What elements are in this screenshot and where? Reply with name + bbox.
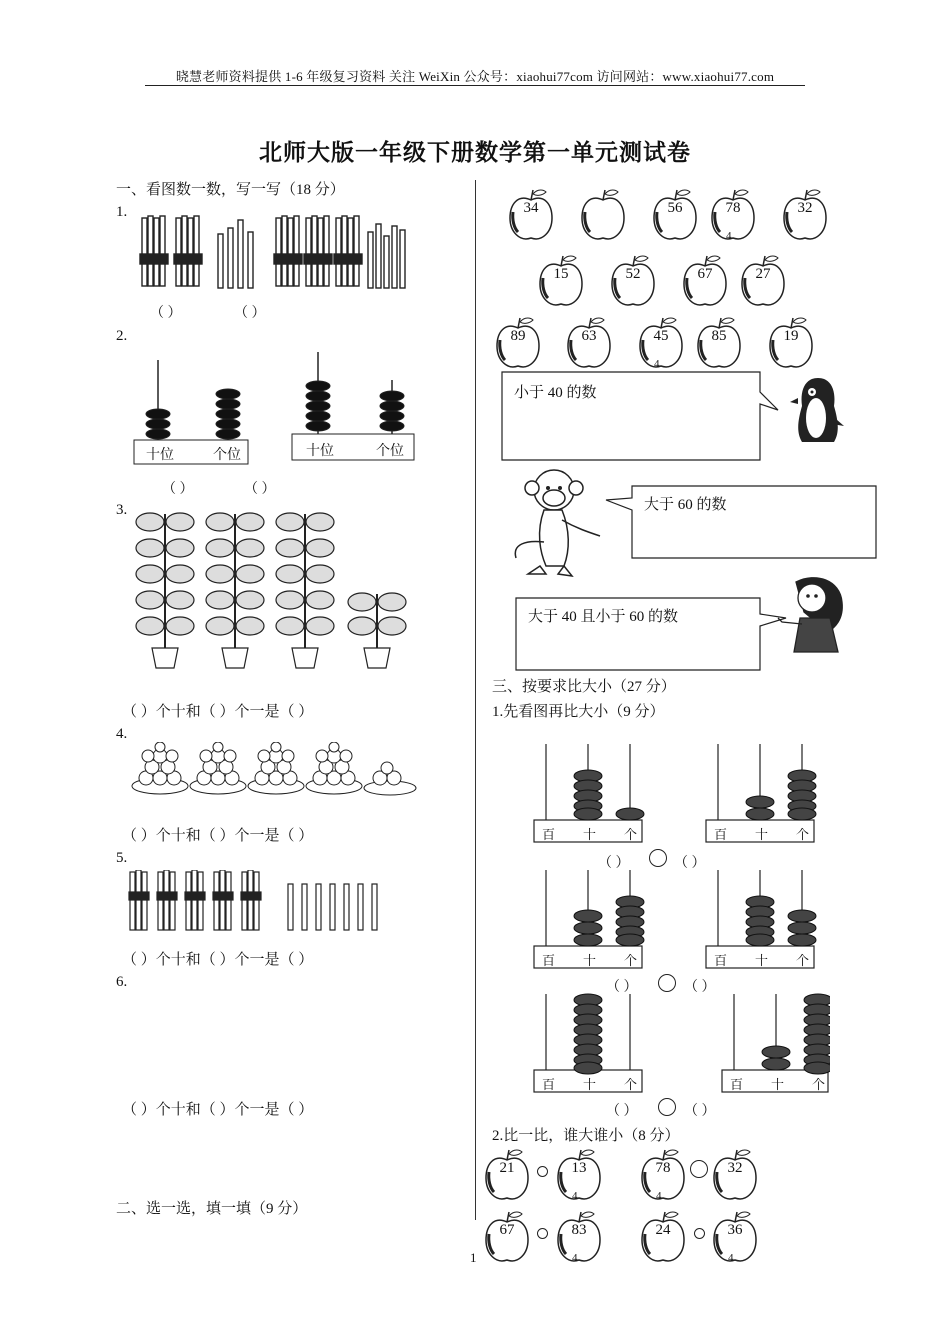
stick-bundle bbox=[185, 870, 205, 930]
section1-heading: 一、看图数一数，写一写（18 分） bbox=[116, 182, 345, 198]
q1-number: 1. bbox=[116, 204, 128, 220]
potted-plants-illustration bbox=[130, 510, 420, 672]
abacus-label-tens: 十位 bbox=[306, 444, 334, 459]
apple-number: 78 bbox=[725, 200, 741, 216]
compare-blank-right[interactable]: （ ） bbox=[674, 856, 706, 871]
label-ones: 个 bbox=[812, 1077, 826, 1092]
apple-number-card[interactable] bbox=[740, 252, 786, 310]
apple-number-card[interactable] bbox=[508, 186, 554, 244]
label-tens: 十 bbox=[583, 953, 597, 968]
q2-number: 2. bbox=[116, 328, 128, 344]
label-hundreds: 百 bbox=[542, 827, 556, 842]
apple-plate-few bbox=[364, 762, 416, 795]
plant-few-leaves bbox=[348, 593, 406, 668]
q3-number: 3. bbox=[116, 502, 128, 518]
stick-bundle bbox=[140, 216, 168, 286]
apple-number: 63 bbox=[581, 328, 597, 344]
q5-fill-sentence[interactable]: （ ）个十和（ ）个一是（ ） bbox=[122, 952, 314, 968]
label-ones: 个 bbox=[624, 1077, 638, 1092]
apple-plates-illustration bbox=[130, 742, 420, 802]
stick-bundle bbox=[129, 870, 149, 930]
compare-blank-right[interactable]: （ ） bbox=[684, 980, 716, 995]
apple-number: 36 bbox=[727, 1222, 743, 1238]
section2-heading: 二、选一选，填一填（9 分） bbox=[116, 1201, 308, 1217]
label-tens: 十 bbox=[771, 1077, 785, 1092]
apple-number: 45 bbox=[653, 328, 669, 344]
label-tens: 十 bbox=[583, 1077, 597, 1092]
compare-circle[interactable] bbox=[658, 974, 676, 992]
stick-bundle bbox=[274, 216, 302, 286]
apple-number-card[interactable] bbox=[712, 1208, 758, 1266]
apple-number-card[interactable] bbox=[484, 1146, 530, 1204]
monkey-illustration bbox=[506, 462, 606, 580]
penguin-illustration bbox=[788, 372, 848, 448]
compare-circle[interactable] bbox=[537, 1228, 548, 1239]
apple-number: 32 bbox=[727, 1160, 743, 1176]
stick-bundles-illustration bbox=[128, 870, 398, 932]
apple-number-card[interactable] bbox=[538, 252, 584, 310]
apple-number: 67 bbox=[697, 266, 713, 282]
label-tens: 十 bbox=[755, 953, 769, 968]
apple-number-card[interactable] bbox=[710, 186, 756, 244]
label-ones: 个 bbox=[796, 827, 810, 842]
compare-circle[interactable] bbox=[694, 1228, 705, 1239]
q4-fill-sentence[interactable]: （ ）个十和（ ）个一是（ ） bbox=[122, 828, 314, 844]
stick-bundle bbox=[304, 216, 332, 286]
apple-number: 15 bbox=[553, 266, 569, 282]
header-rule bbox=[145, 85, 805, 86]
apple-number-card[interactable] bbox=[782, 186, 828, 244]
apple-number: 32 bbox=[797, 200, 813, 216]
label-hundreds: 百 bbox=[542, 953, 556, 968]
label-ones: 个 bbox=[796, 953, 810, 968]
column-divider bbox=[475, 180, 476, 1220]
apple-plate-ten bbox=[190, 742, 246, 794]
apple-number-card[interactable] bbox=[495, 314, 541, 372]
bubble-between-40-and-60[interactable]: 大于 40 且小于 60 的数 bbox=[528, 609, 679, 625]
label-hundreds: 百 bbox=[714, 827, 728, 842]
stick-bundle bbox=[174, 216, 202, 286]
compare-circle[interactable] bbox=[537, 1166, 548, 1177]
q1-blank-2[interactable]: （ ） bbox=[234, 306, 266, 321]
apple-number-card[interactable] bbox=[580, 186, 626, 244]
compare-blank-left[interactable]: （ ） bbox=[598, 856, 630, 871]
abacus-label-ones: 个位 bbox=[213, 448, 241, 463]
compare-q2-title: 2.比一比，谁大谁小（8 分） bbox=[492, 1128, 680, 1144]
apple-number: 78 bbox=[655, 1160, 671, 1176]
plant-ten-leaves bbox=[206, 513, 264, 668]
section3-heading: 三、按要求比大小（27 分） bbox=[492, 679, 676, 695]
compare-circle[interactable] bbox=[658, 1098, 676, 1116]
compare-blank-right[interactable]: （ ） bbox=[684, 1104, 716, 1119]
compare-circle[interactable] bbox=[690, 1160, 708, 1178]
apple-number-card[interactable] bbox=[638, 314, 684, 372]
plant-ten-leaves bbox=[136, 513, 194, 668]
apple-number-card[interactable] bbox=[566, 314, 612, 372]
apple-number: 83 bbox=[571, 1222, 587, 1238]
apple-subscript: 4 bbox=[728, 1252, 734, 1264]
compare-circle[interactable] bbox=[649, 849, 667, 867]
apple-number: 34 bbox=[523, 200, 539, 216]
label-tens: 十 bbox=[583, 827, 597, 842]
place-value-abacus-set bbox=[530, 740, 830, 1100]
apple-number-card[interactable] bbox=[682, 252, 728, 310]
label-tens: 十 bbox=[755, 827, 769, 842]
abacus-label-tens: 十位 bbox=[146, 448, 174, 463]
stick-bundle bbox=[334, 216, 362, 286]
apple-number: 89 bbox=[510, 328, 526, 344]
label-hundreds: 百 bbox=[542, 1077, 556, 1092]
apple-number-card[interactable] bbox=[484, 1208, 530, 1266]
apple-number: 52 bbox=[625, 266, 641, 282]
apple-number: 24 bbox=[655, 1222, 671, 1238]
apple-number: 21 bbox=[499, 1160, 515, 1176]
compare-q1-title: 1.先看图再比大小（9 分） bbox=[492, 704, 665, 720]
apple-number: 19 bbox=[783, 328, 799, 344]
apple-plate-ten bbox=[306, 742, 362, 794]
page-header: 晓慧老师资料提供 1-6 年级复习资料 关注 WeiXin 公众号：xiaohui77com 访问网站：www.xiaohui77.com bbox=[175, 69, 775, 84]
q3-fill-sentence[interactable]: （ ）个十和（ ）个一是（ ） bbox=[122, 704, 314, 720]
compare-blank-left[interactable]: （ ） bbox=[606, 980, 638, 995]
page-title: 北师大版一年级下册数学第一单元测试卷 bbox=[259, 140, 691, 165]
q2-blank-2[interactable]: （ ） bbox=[244, 482, 276, 497]
apple-plate-ten bbox=[248, 742, 304, 794]
apple-number-card[interactable] bbox=[610, 252, 656, 310]
apple-number-card[interactable] bbox=[696, 314, 742, 372]
label-ones: 个 bbox=[624, 827, 638, 842]
plant-ten-leaves bbox=[276, 513, 334, 668]
label-hundreds: 百 bbox=[714, 953, 728, 968]
q5-number: 5. bbox=[116, 850, 128, 866]
apple-number-card[interactable] bbox=[652, 186, 698, 244]
apple-subscript: 4 bbox=[726, 230, 732, 242]
compare-blank-left[interactable]: （ ） bbox=[606, 1104, 638, 1119]
apple-subscript: 4 bbox=[572, 1190, 578, 1202]
apple-number-card[interactable] bbox=[640, 1146, 686, 1204]
label-ones: 个 bbox=[624, 953, 638, 968]
bubble-less-than-40[interactable]: 小于 40 的数 bbox=[514, 385, 597, 401]
q6-fill-sentence[interactable]: （ ）个十和（ ）个一是（ ） bbox=[122, 1102, 314, 1118]
apple-number-card[interactable] bbox=[768, 314, 814, 372]
label-hundreds: 百 bbox=[730, 1077, 744, 1092]
page-number: 1 bbox=[470, 1250, 477, 1265]
stick-bundle bbox=[213, 870, 233, 930]
stick-bundles-illustration bbox=[138, 212, 418, 292]
bubble-greater-than-60[interactable]: 大于 60 的数 bbox=[644, 497, 727, 513]
apple-number-card[interactable] bbox=[556, 1146, 602, 1204]
q6-number: 6. bbox=[116, 974, 128, 990]
abacus-label-ones: 个位 bbox=[376, 444, 404, 459]
apple-number-card[interactable] bbox=[640, 1208, 686, 1266]
q4-number: 4. bbox=[116, 726, 128, 742]
apple-number: 85 bbox=[711, 328, 727, 344]
apple-subscript: 4 bbox=[656, 1190, 662, 1202]
apple-subscript: 4 bbox=[654, 358, 660, 370]
apple-number: 13 bbox=[571, 1160, 587, 1176]
apple-number: 67 bbox=[499, 1222, 515, 1238]
apple-number-card[interactable] bbox=[712, 1146, 758, 1204]
apple-plate-ten bbox=[132, 742, 188, 794]
stick-bundle bbox=[241, 870, 261, 930]
q2-blank-1[interactable]: （ ） bbox=[162, 482, 194, 497]
apple-number: 27 bbox=[755, 266, 771, 282]
apple-number-card[interactable] bbox=[556, 1208, 602, 1266]
stick-bundle bbox=[157, 870, 177, 930]
apple-number: 56 bbox=[667, 200, 683, 216]
q1-blank-1[interactable]: （ ） bbox=[150, 306, 182, 321]
girl-illustration bbox=[776, 572, 852, 656]
apple-subscript: 4 bbox=[572, 1252, 578, 1264]
